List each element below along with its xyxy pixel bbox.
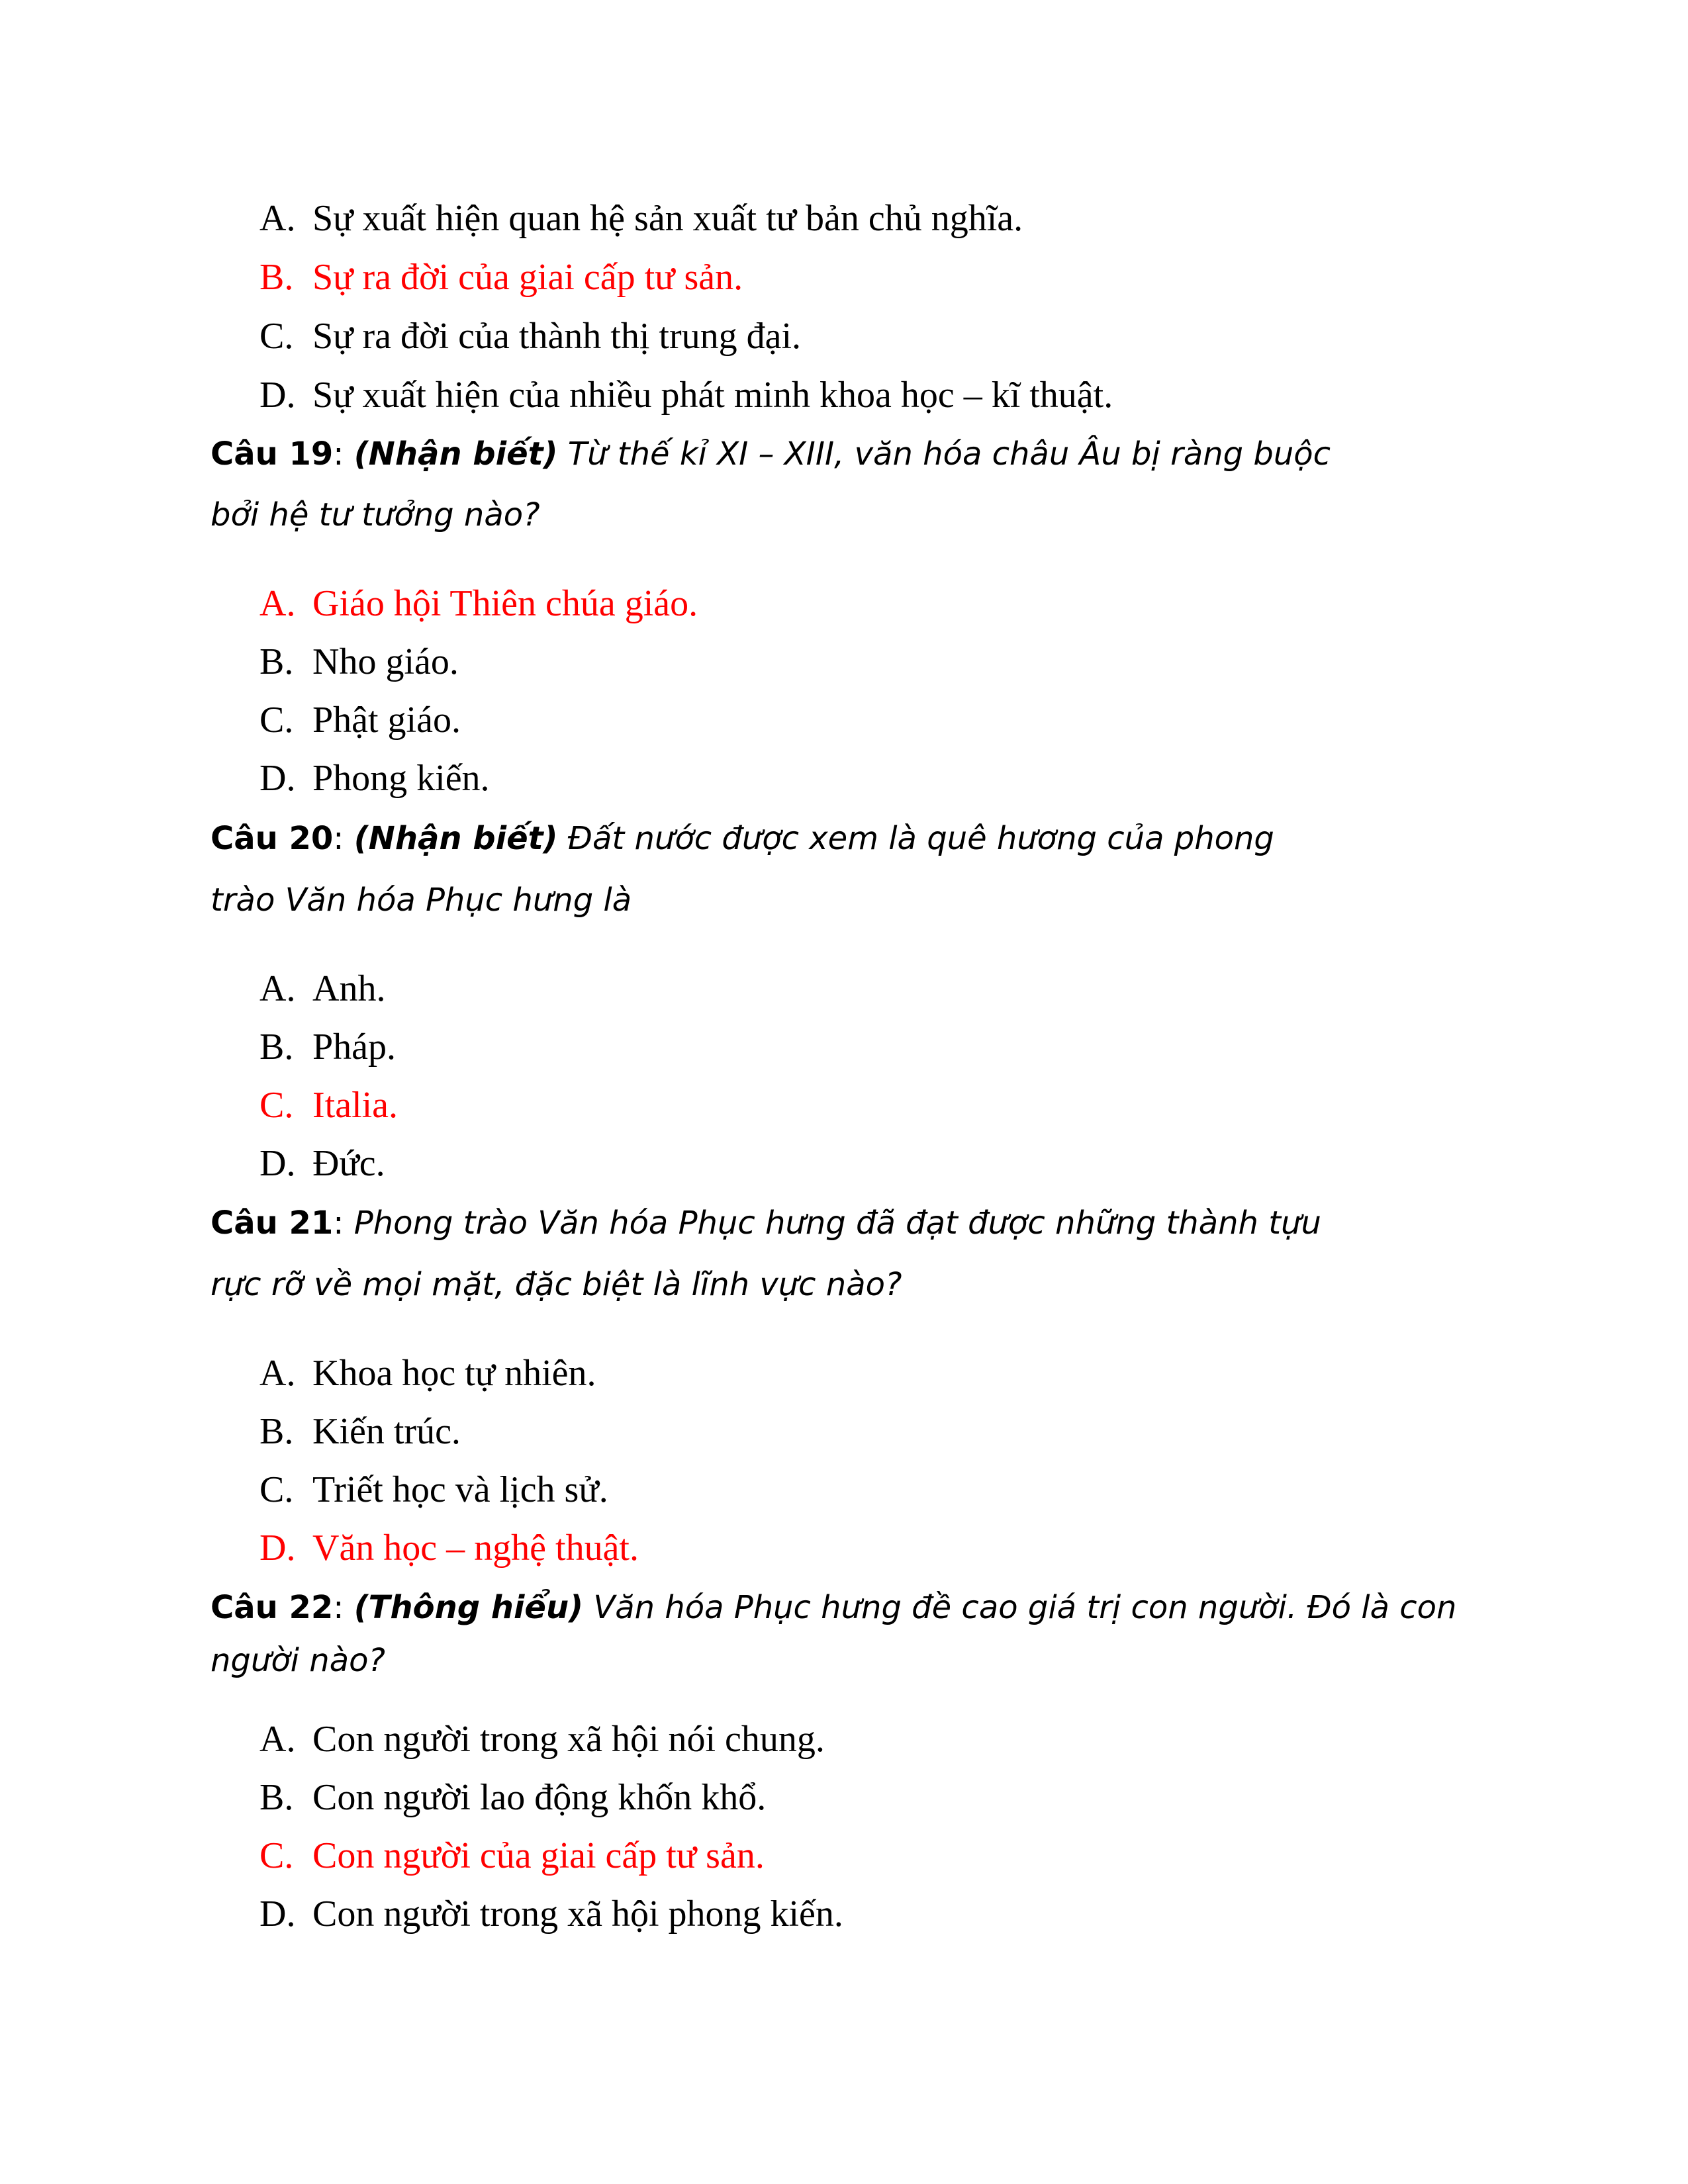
option-letter: A.: [259, 1353, 296, 1394]
question-sep: :: [333, 435, 354, 473]
option-letter: C.: [259, 1469, 294, 1510]
question-20-line2: [211, 880, 632, 920]
question-sep: :: [333, 1205, 354, 1242]
option-letter: D.: [259, 1143, 296, 1184]
question-level: (Thông hiểu): [353, 1589, 584, 1626]
question-text: Văn hóa Phục hưng đề cao giá trị con người. Đó là con: [583, 1589, 1457, 1626]
option-text: Khoa học tự nhiên.: [312, 1353, 596, 1394]
option-letter: B.: [259, 641, 294, 682]
question-sep: :: [333, 820, 354, 857]
question-number: Câu 21: [211, 1205, 334, 1242]
option-text: Phật giáo.: [312, 700, 461, 741]
option-text: Nho giáo.: [312, 641, 459, 682]
option-text: Văn học – nghệ thuật.: [312, 1527, 639, 1569]
question-21-line1: [211, 1203, 1321, 1243]
option-text: Italia.: [312, 1085, 399, 1126]
option-letter: C.: [259, 700, 294, 741]
option-text: Con người trong xã hội phong kiến.: [312, 1893, 843, 1934]
q21-option-c: [259, 1466, 608, 1514]
option-text: Sự xuất hiện quan hệ sản xuất tư bản chủ nghĩa.: [312, 198, 1023, 239]
q20-option-d: [259, 1140, 385, 1187]
option-letter: D.: [259, 1527, 296, 1569]
option-letter: D.: [259, 375, 296, 416]
option-text: Phong kiến.: [312, 758, 490, 799]
option-letter: A.: [259, 198, 296, 239]
question-text: Phong trào Văn hóa Phục hưng đã đạt được những thành tựu: [353, 1205, 1321, 1242]
q20-option-b: [259, 1023, 396, 1071]
option-letter: D.: [259, 1893, 296, 1934]
option-letter: A.: [259, 1719, 296, 1760]
question-text: Đất nước được xem là quê hương của phong: [557, 820, 1274, 857]
option-text: Con người lao động khốn khổ.: [312, 1777, 767, 1818]
question-22-line1: [211, 1588, 1456, 1627]
option-text: Đức.: [312, 1143, 385, 1184]
q19-option-b: [259, 638, 459, 686]
option-text: Sự ra đời của giai cấp tư sản.: [312, 257, 743, 298]
option-text: Triết học và lịch sử.: [312, 1469, 608, 1510]
option-letter: C.: [259, 316, 294, 357]
q22-option-a: [259, 1715, 825, 1763]
option-text: Con người trong xã hội nói chung.: [312, 1719, 825, 1760]
question-text: người nào?: [211, 1642, 385, 1679]
question-text: trào Văn hóa Phục hưng là: [211, 882, 632, 919]
q22-option-d: [259, 1890, 843, 1938]
option-text: Giáo hội Thiên chúa giáo.: [312, 583, 698, 624]
prev-option-a: [259, 195, 1023, 242]
q21-option-a: [259, 1349, 596, 1397]
option-text: Anh.: [312, 968, 386, 1009]
question-text: rực rỡ về mọi mặt, đặc biệt là lĩnh vực nào?: [211, 1266, 902, 1303]
question-level: (Nhận biết): [353, 435, 558, 473]
question-number: Câu 19: [211, 435, 334, 473]
option-letter: B.: [259, 1411, 294, 1452]
q21-option-b: [259, 1408, 461, 1455]
prev-option-c: [259, 312, 801, 360]
question-19-line2: [211, 495, 540, 535]
question-sep: :: [333, 1589, 354, 1626]
prev-option-b-correct: [259, 253, 743, 301]
q20-option-c-correct: [259, 1081, 398, 1129]
option-text: Con người của giai cấp tư sản.: [312, 1835, 765, 1876]
option-letter: D.: [259, 758, 296, 799]
question-number: Câu 22: [211, 1589, 334, 1626]
q22-option-b: [259, 1774, 766, 1821]
option-text: Sự xuất hiện của nhiều phát minh khoa học – kĩ thuật.: [312, 375, 1113, 416]
option-letter: C.: [259, 1835, 294, 1876]
q19-option-c: [259, 696, 461, 744]
option-letter: B.: [259, 1026, 294, 1068]
q20-option-a: [259, 965, 385, 1013]
question-level: (Nhận biết): [353, 820, 558, 857]
q22-option-c-correct: [259, 1832, 765, 1880]
question-number: Câu 20: [211, 820, 334, 857]
q19-option-a-correct: [259, 580, 698, 627]
option-letter: A.: [259, 968, 296, 1009]
option-text: Pháp.: [312, 1026, 396, 1068]
option-text: Kiến trúc.: [312, 1411, 461, 1452]
question-21-line2: [211, 1265, 902, 1304]
q21-option-d-correct: [259, 1524, 639, 1572]
question-22-line2: [211, 1641, 385, 1680]
option-letter: B.: [259, 257, 294, 298]
option-letter: B.: [259, 1777, 294, 1818]
question-20-line1: [211, 819, 1274, 858]
question-text: Từ thế kỉ XI – XIII, văn hóa châu Âu bị ràng buộc: [557, 435, 1331, 473]
option-text: Sự ra đời của thành thị trung đại.: [312, 316, 802, 357]
option-letter: C.: [259, 1085, 294, 1126]
question-19-line1: [211, 434, 1331, 474]
option-letter: A.: [259, 583, 296, 624]
question-text: bởi hệ tư tưởng nào?: [211, 496, 540, 533]
prev-option-d: [259, 371, 1113, 419]
q19-option-d: [259, 754, 490, 802]
